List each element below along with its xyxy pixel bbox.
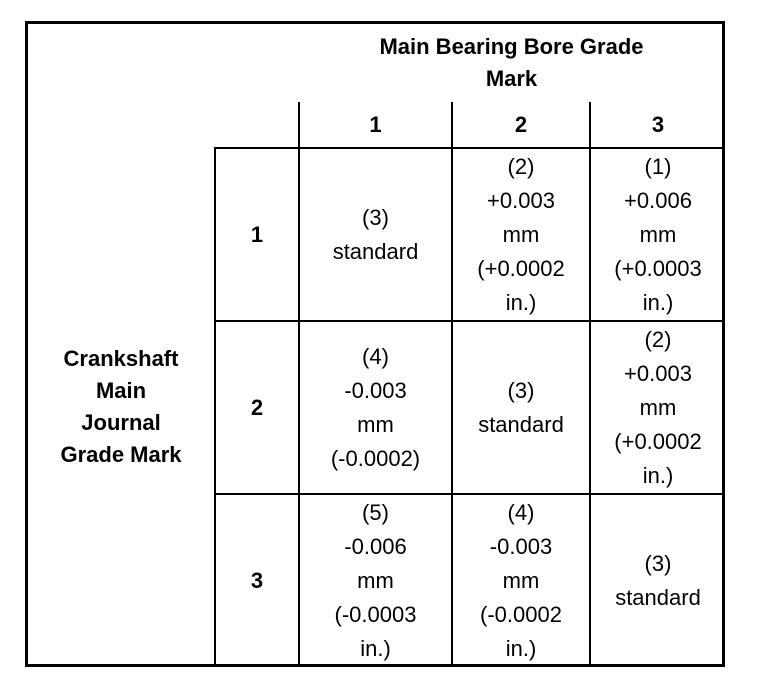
table-cell: (3) standard [615,551,701,610]
grade-table [25,21,725,667]
row-group-header: Crankshaft Main Journal Grade Mark [60,345,182,467]
table-cell: (5) -0.006 mm (-0.0003 in.) [334,500,417,661]
table-cell: (3) standard [478,377,564,437]
row-header: 1 [250,221,264,247]
table-cell: (3) standard [332,204,419,264]
column-header: 3 [651,111,665,137]
table-cell: (4) -0.003 mm (-0.0002 in.) [480,500,562,661]
table-cell: (2) +0.003 mm (+0.0002 in.) [614,326,702,488]
column-header: 1 [369,111,382,137]
column-group-header: Main Bearing Bore Grade Mark [379,34,644,91]
row-header: 3 [250,568,264,593]
table-cell: (1) +0.006 mm (+0.0003 in.) [614,153,702,315]
row-header: 2 [250,394,264,420]
column-header: 2 [514,111,528,137]
table-cell: (4) -0.003 mm (-0.0002) [330,343,421,471]
table-cell: (2) +0.003 mm (+0.0002 in.) [477,153,565,315]
